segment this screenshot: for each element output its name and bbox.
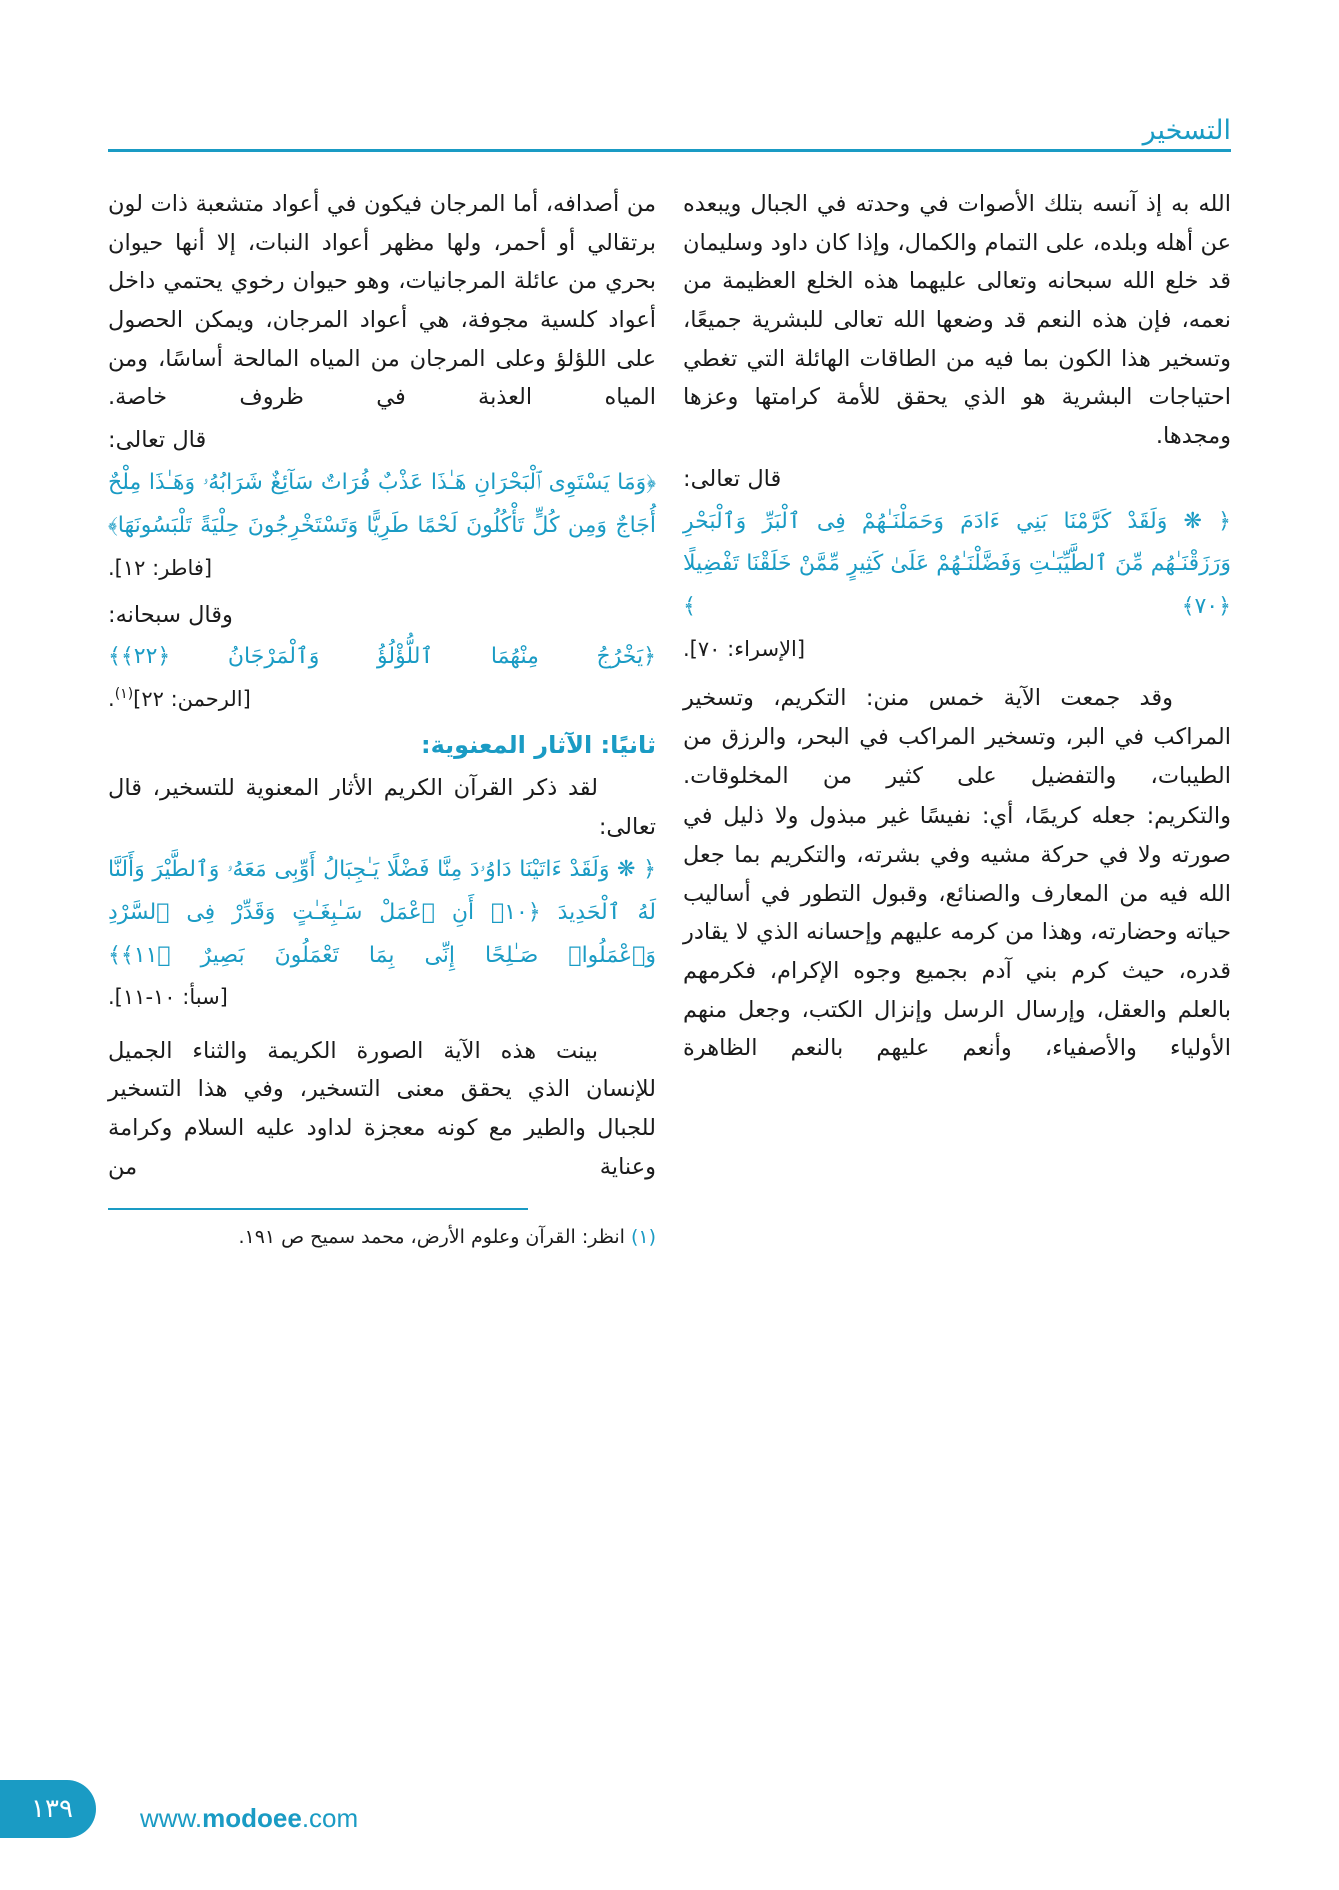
- footnote-text: انظر: القرآن وعلوم الأرض، محمد سميح ص ١٩١.: [238, 1226, 625, 1249]
- quran-verse: ﴿يَخْرُجُ مِنْهُمَا ٱللُّؤْلُؤُ وَٱلْمَرْجَانُ ﴿٢٢﴾﴾: [108, 644, 656, 670]
- header-divider: [108, 149, 1231, 152]
- content-columns: [108, 185, 1231, 1765]
- site-url-suffix: .com: [301, 1803, 359, 1833]
- paragraph: والتكريم: جعله كريمًا، أي: نفيسًا غير مبذول ولا ذليل في صورته ولا في حركة مشيه وفي بشرته، والتكريم بما جعل الله فيه من المعارف والصنائع، وقبول التطور في أساليب حياته وحضارته، وهذا من كرمه عليهم وإحسانه الذي لا يقادر قدره، حيث كرم بني آدم بجميع وجوه الإكرام، فكرمهم بالعلم والعقل، وإرسال الرسل وإنزال الكتب، وجعل منهم الأولياء والأصفياء، وأنعم عليهم بالنعم الظاهرة: [683, 803, 1231, 1062]
- site-url[interactable]: [140, 1803, 358, 1834]
- paragraph: وقد جمعت الآية خمس منن: التكريم، وتسخير المراكب في البر، وتسخير المراكب في البحر، والرزق من الطيبات، والتفضيل على كثير من المخلوقات.: [683, 685, 1231, 789]
- site-url-prefix: www.: [140, 1803, 203, 1833]
- quran-verse: ﴿ ❋ وَلَقَدْ كَرَّمْنَا بَنِي ءَادَمَ وَحَمَلْنَـٰهُمْ فِى ٱلْبَرِّ وَٱلْبَحْرِ وَرَزَقْنَـٰهُم مِّنَ ٱلطَّيِّبَـٰتِ وَفَضَّلْنَـٰهُمْ عَلَىٰ كَثِيرٍ مِّمَّنْ خَلَقْنَا تَفْضِيلًا ﴿٧٠﴾ ﴾: [683, 508, 1231, 620]
- quote-lead: قال تعالى:: [108, 427, 207, 454]
- footnote-divider: [108, 1208, 528, 1210]
- verse-reference: [الرحمن: ٢٢]$^{(١)}$.: [108, 686, 251, 712]
- footnote-area: [108, 1208, 656, 1298]
- column-right: [683, 185, 1231, 1068]
- quote-lead: وقال سبحانه:: [108, 601, 233, 628]
- paragraph: الله به إذ آنسه بتلك الأصوات في وحدته في الجبال ويبعده عن أهله وبلده، على التمام والكمال، وإذا كان داود وسليمان قد خلع الله سبحانه وتعالى عليهما هذه الخلع العظيمة من نعمه، فإن هذه النعم قد وضعها الله تعالى للبشرية جميعًا، وتسخير هذا الكون بما فيه من الطاقات الهائلة التي تغطي احتياجات البشرية هو الذي يحقق للأمة كرامتها وعزها ومجدها.: [683, 191, 1231, 450]
- site-url-main: modoee: [202, 1803, 302, 1833]
- paragraph: من أصدافه، أما المرجان فيكون في أعواد متشعبة ذات لون برتقالي أو أحمر، ولها مظهر أعواد النبات، إلا أنها حيوان بحري من عائلة المرجانيات، وهو حيوان رخوي يحتمي داخل أعواد كلسية مجوفة، هي أعواد المرجان، ويمكن الحصول على اللؤلؤ وعلى المرجان من المياه المالحة أساسًا، ومن المياه العذبة في ظروف خاصة.: [108, 191, 656, 411]
- page-number: ١٣٩: [31, 1794, 73, 1824]
- verse-reference: [الإسراء: ٧٠].: [683, 637, 806, 662]
- quote-lead: قال تعالى:: [683, 465, 782, 492]
- verse-reference: [سبأ: ١٠-١١].: [108, 985, 228, 1010]
- column-left: [108, 185, 656, 1298]
- footnote-number: (١): [630, 1226, 656, 1249]
- quran-verse: ﴿ ❋ وَلَقَدْ ءَاتَيْنَا دَاوُۥدَ مِنَّا فَضْلًا يَـٰجِبَالُ أَوِّبِى مَعَهُۥ وَٱلطَّيْرَ وَأَلَنَّا لَهُ ٱلْحَدِيدَ ﴿١٠﴾ أَنِ ٱعْمَلْ سَـٰبِغَـٰتٍ وَقَدِّرْ فِى ٱلسَّرْدِ وَٱعْمَلُوا۟ صَـٰلِحًا إِنِّى بِمَا تَعْمَلُونَ بَصِيرٌ ﴿١١﴾﴾: [108, 856, 657, 968]
- verse-reference: [فاطر: ١٢].: [108, 555, 213, 580]
- header-title: التسخير: [1142, 115, 1231, 146]
- footnote: [108, 1222, 656, 1252]
- footnote-marker: (١): [114, 686, 134, 703]
- paragraph: لقد ذكر القرآن الكريم الأثار المعنوية للتسخير، قال تعالى:: [108, 775, 656, 841]
- paragraph: بينت هذه الآية الصورة الكريمة والثناء الجميل للإنسان الذي يحقق معنى التسخير، وفي هذا التسخير للجبال والطير مع كونه معجزة لداود عليه السلام وكرامة وعناية من: [108, 1037, 656, 1180]
- section-subheading: ثانيًا: الآثار المعنوية:: [421, 731, 656, 760]
- page-footer: [0, 1762, 1339, 1890]
- page-header: [108, 108, 1231, 152]
- quran-verse: ﴿وَمَا يَسْتَوِى ٱلْبَحْرَانِ هَـٰذَا عَذْبٌ فُرَاتٌ سَآئِغٌ شَرَابُهُۥ وَهَـٰذَا مِلْحٌ أُجَاجٌ وَمِن كُلٍّ تَأْكُلُونَ لَحْمًا طَرِيًّا وَتَسْتَخْرِجُونَ حِلْيَةً تَلْبَسُونَهَا﴾: [108, 469, 656, 538]
